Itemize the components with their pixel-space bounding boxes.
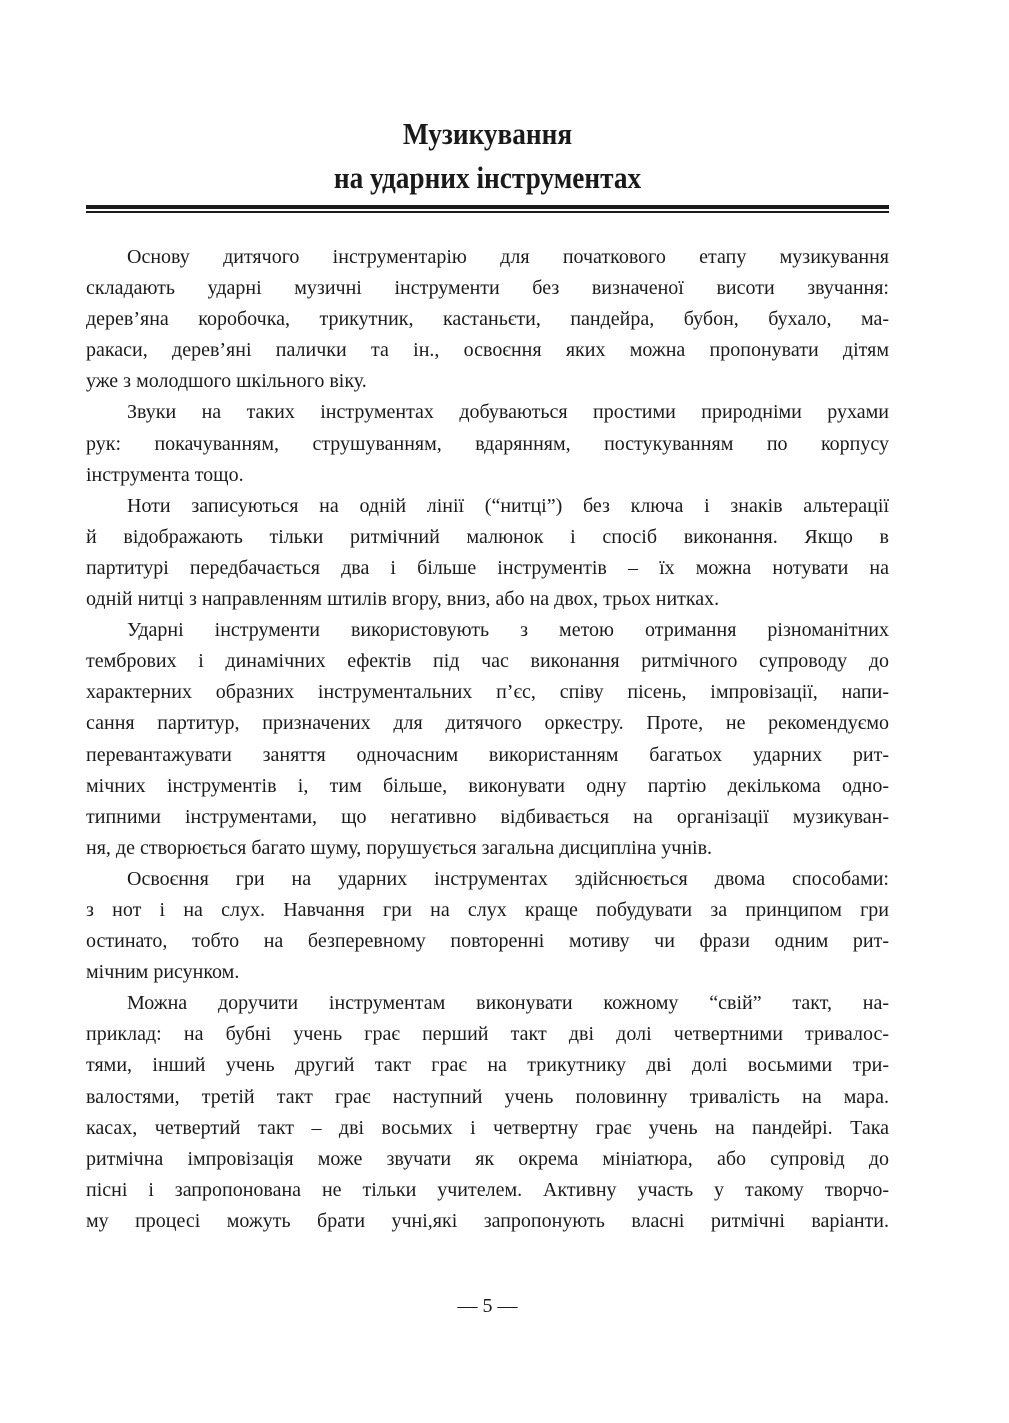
text-line: й відображають тільки ритмічний малюнок і спосіб виконання. Якщо в (86, 525, 889, 548)
text-line: мічним рисунком. (86, 961, 240, 984)
text-line: му процесі можуть брати учні,які запропонують власні ритмічні варіанти. (86, 1209, 889, 1232)
text-line: типними інструментами, що негативно відбивається на організації музикуван- (86, 805, 889, 828)
text-line: ритмічна імпровізація може звучати як окрема мініатюра, або супровід до (86, 1147, 889, 1170)
text-line: мічних інструментів і, тим більше, виконувати одну партію декількома одно- (86, 774, 889, 797)
text-line: приклад: на бубні учень грає перший такт дві долі четвертними тривалос- (86, 1023, 889, 1046)
text-line: Ударні інструменти використовують з метою отримання різноманітних (127, 619, 889, 642)
text-line: одній нитці з направленням штилів вгору, вниз, або на двох, трьох нитках. (86, 588, 720, 611)
text-line: характерних образних інструментальних п’єс, співу пісень, імпровізації, напи- (86, 681, 889, 704)
text-line: остинато, тобто на безперевному повторенні мотиву чи фрази одним рит- (86, 930, 889, 953)
text-line: касах, четвертий такт – дві восьмих і четвертну грає учень на пандейрі. Така (86, 1116, 889, 1139)
text-line: тями, інший учень другий такт грає на трикутнику дві долі восьмими три- (86, 1054, 889, 1077)
paragraph (86, 615, 889, 864)
title-block (86, 112, 889, 200)
text-line: перевантажувати заняття одночасним використанням багатьох ударних рит- (86, 743, 889, 766)
text-line: Можна доручити інструментам виконувати кожному “свій” такт, на- (127, 992, 889, 1015)
text-line: Ноти записуються на одній лінії (“нитці”) без ключа і знаків альтерації (127, 494, 889, 517)
paragraph (86, 864, 889, 988)
title-rule-thin (86, 211, 889, 213)
title-rule-thick (86, 205, 889, 209)
text-line: рук: покачуванням, струшуванням, вдарянням, постукуванням по корпусу (86, 432, 889, 455)
title-line-1: Музикування (402, 116, 573, 151)
paragraph (86, 242, 889, 397)
text-line: Освоєння гри на ударних інструментах здійснюється двома способами: (127, 867, 889, 890)
text-line: ня, де створюється багато шуму, порушується загальна дисципліна учнів. (86, 836, 713, 859)
paragraph (86, 397, 889, 490)
text-line: пісні і запропонована не тільки учителем. Активну участь у такому творчо- (86, 1178, 889, 1201)
paragraph (86, 988, 889, 1237)
text-line: дерев’яна коробочка, трикутник, кастаньєти, пандейра, бубон, бухало, ма- (86, 308, 889, 331)
text-line: інструмента тощо. (86, 463, 244, 486)
text-line: складають ударні музичні інструменти без визначеної висоти звучання: (86, 277, 889, 300)
text-line: ракаси, дерев’яні палички та ін., освоєння яких можна пропонувати дітям (86, 339, 889, 362)
title-line-2: на ударних інструментах (333, 160, 642, 195)
body-text (86, 242, 889, 1237)
text-line: з нот і на слух. Навчання гри на слух краще побудувати за принципом гри (86, 898, 889, 921)
paragraph (86, 491, 889, 615)
text-line: уже з молодшого шкільного віку. (86, 370, 367, 393)
text-line: Звуки на таких інструментах добуваються простими природніми рухами (127, 401, 889, 424)
text-line: валостями, третій такт грає наступний учень половинну тривалість на мара. (86, 1085, 889, 1108)
text-line: партитурі передбачається два і більше інструментів – їх можна нотувати на (86, 556, 889, 579)
text-line: Основу дитячого інструментарію для початкового етапу музикування (127, 246, 889, 268)
page-number: — 5 — (457, 1295, 518, 1317)
text-line: сання партитур, призначених для дитячого оркестру. Проте, не рекомендуємо (86, 712, 889, 735)
text-line: тембрових і динамічних ефектів під час виконання ритмічного супроводу до (86, 650, 889, 673)
